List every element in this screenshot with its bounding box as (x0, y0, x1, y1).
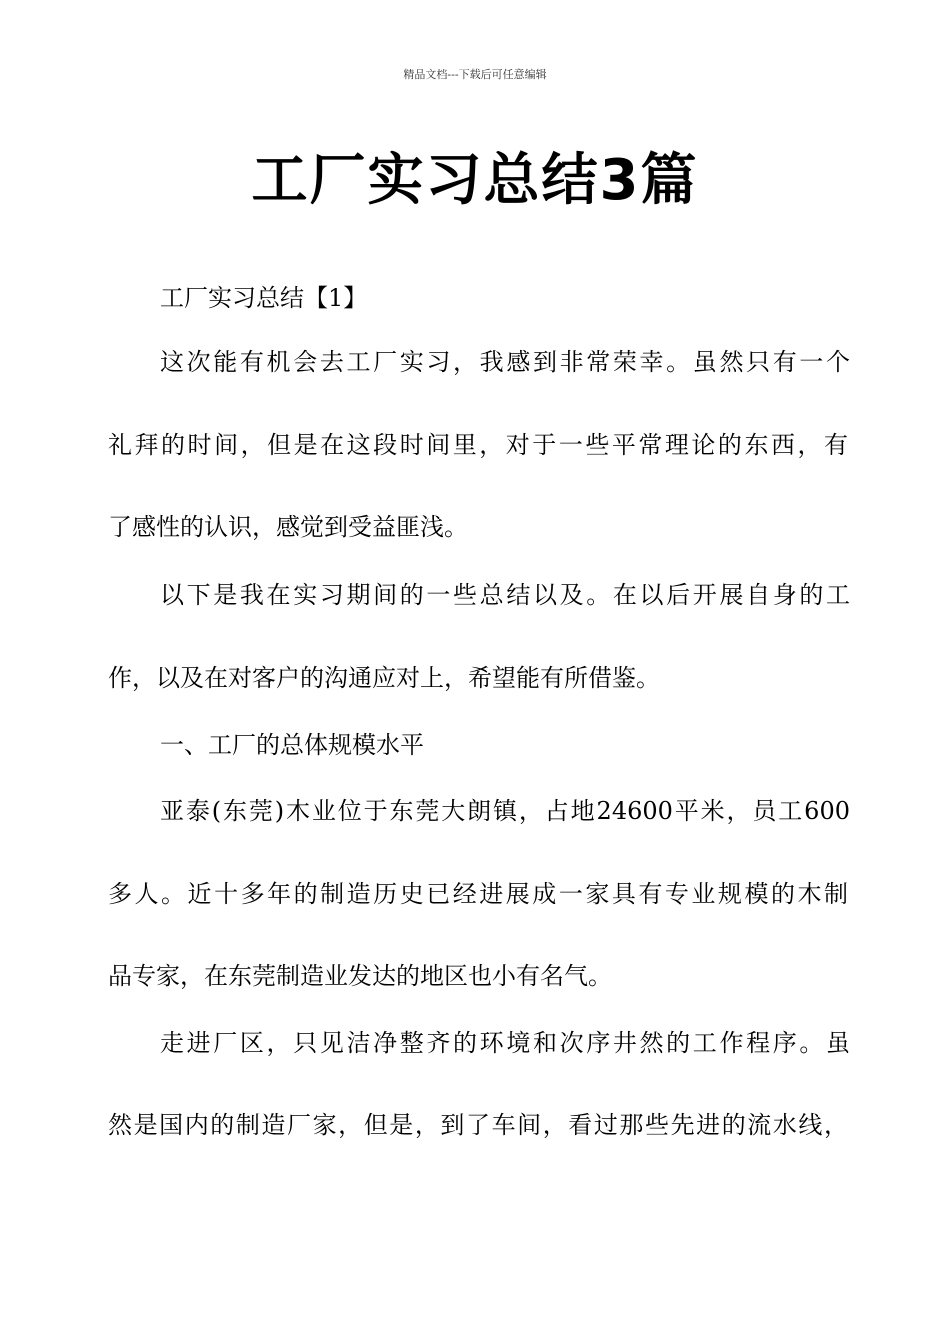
paragraph-line: 作，以及在对客户的沟通应对上，希望能有所借鉴。 (108, 664, 660, 692)
paragraph-line: 亚泰(东莞)木业位于东莞大朗镇，占地24600平米，员工600 (160, 797, 850, 825)
paragraph-line: 以下是我在实习期间的一些总结以及。在以后开展自身的工 (160, 581, 850, 609)
paragraph-line: 品专家，在东莞制造业发达的地区也小有名气。 (108, 962, 612, 990)
section-heading: 工厂实习总结【1】 (160, 284, 368, 312)
paragraph-line: 这次能有机会去工厂实习，我感到非常荣幸。虽然只有一个 (160, 348, 850, 376)
paragraph-line: 走进厂区，只见洁净整齐的环境和次序井然的工作程序。虽 (160, 1029, 850, 1057)
paragraph-line: 礼拜的时间，但是在这段时间里，对于一些平常理论的东西，有 (108, 431, 848, 459)
header-note: 精品文档---下载后可任意编辑 (403, 68, 547, 81)
subheading: 一、工厂的总体规模水平 (160, 731, 424, 759)
paragraph-line: 然是国内的制造厂家，但是，到了车间，看过那些先进的流水线， (108, 1111, 848, 1139)
document-title: 工厂实习总结3篇 (251, 148, 699, 213)
paragraph-line: 多人。近十多年的制造历史已经进展成一家具有专业规模的木制 (108, 880, 848, 908)
paragraph-line: 了感性的认识，感觉到受益匪浅。 (108, 513, 468, 541)
